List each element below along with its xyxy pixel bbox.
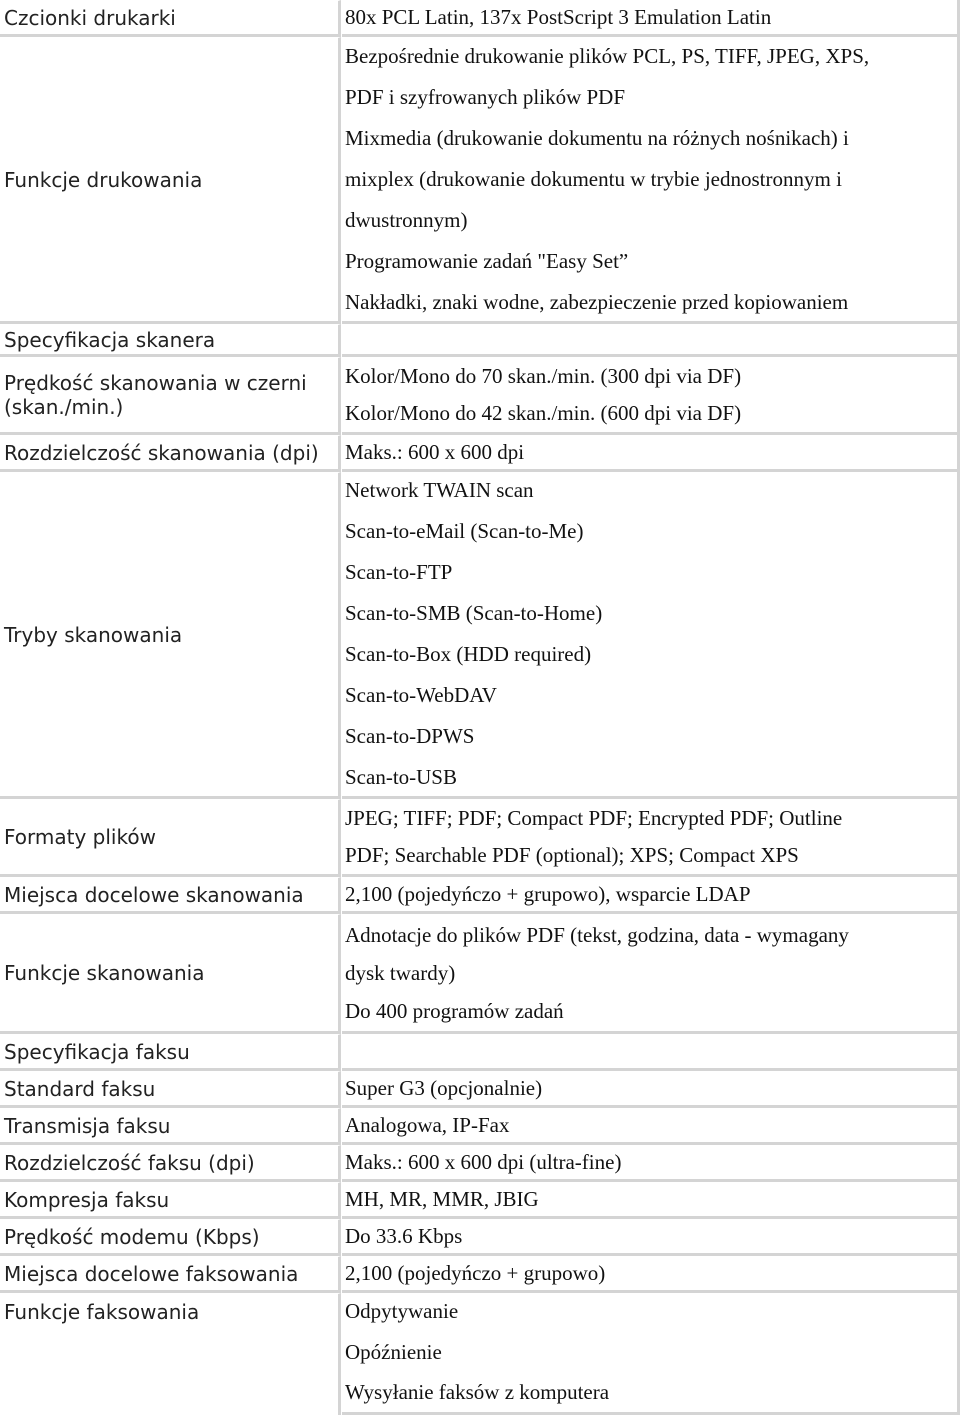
spec-row-scan-speed — [0, 357, 960, 435]
spec-value-line: mixplex (drukowanie dokumentu w trybie jednostronnym i — [345, 166, 842, 191]
spec-value-line: Maks.: 600 x 600 dpi (ultra-fine) — [345, 1149, 622, 1174]
spec-row-scan-modes — [0, 472, 960, 799]
spec-section-fax — [0, 1034, 960, 1071]
spec-value-line: dwustronnym) — [345, 207, 468, 232]
spec-value-line: Network TWAIN scan — [345, 478, 534, 502]
spec-value — [342, 1145, 960, 1182]
spec-value-line: Scan-to-eMail (Scan-to-Me) — [345, 519, 584, 543]
spec-value — [342, 1182, 960, 1219]
spec-row-printer-fonts — [0, 0, 960, 37]
spec-label: Funkcje faksowania — [0, 1293, 341, 1415]
spec-label: Tryby skanowania — [0, 472, 341, 799]
spec-label: Funkcje skanowania — [0, 914, 341, 1034]
spec-value-empty — [342, 1034, 960, 1071]
spec-value-line: Nakładki, znaki wodne, zabezpieczenie przed kopiowaniem — [345, 289, 849, 314]
spec-value — [342, 877, 960, 914]
spec-row-fax-functions — [0, 1293, 960, 1415]
spec-value — [342, 357, 960, 435]
spec-value-empty — [342, 324, 960, 357]
spec-value-line: 2,100 (pojedyńczo + grupowo), wsparcie LDAP — [345, 881, 751, 906]
spec-value-line: Maks.: 600 x 600 dpi — [345, 439, 525, 464]
spec-label: Standard faksu — [0, 1071, 341, 1108]
spec-value — [342, 37, 960, 324]
spec-value-line: Programowanie zadań "Easy Set” — [345, 248, 629, 273]
spec-row-scan-destinations — [0, 877, 960, 914]
spec-value-line: Analogowa, IP-Fax — [345, 1112, 510, 1137]
spec-label: Kompresja faksu — [0, 1182, 341, 1219]
spec-row-fax-resolution — [0, 1145, 960, 1182]
spec-value-line: Do 33.6 Kbps — [345, 1223, 463, 1248]
spec-label: Miejsca docelowe faksowania — [0, 1256, 341, 1293]
spec-value-line: dysk twardy) — [345, 960, 456, 985]
spec-value-line: Kolor/Mono do 70 skan./min. (300 dpi via DF) — [345, 363, 742, 388]
spec-value — [342, 472, 960, 799]
spec-row-scan-functions — [0, 914, 960, 1034]
spec-value-line: Scan-to-DPWS — [345, 724, 475, 748]
section-heading: Specyfikacja skanera — [0, 324, 341, 357]
spec-value-line: Odpytywanie — [345, 1299, 459, 1323]
spec-row-modem-speed — [0, 1219, 960, 1256]
spec-value-line: JPEG; TIFF; PDF; Compact PDF; Encrypted PDF; Outline — [345, 805, 843, 830]
spec-label: Prędkość modemu (Kbps) — [0, 1219, 341, 1256]
spec-value — [342, 1071, 960, 1108]
spec-value-line: Bezpośrednie drukowanie plików PCL, PS, TIFF, JPEG, XPS, — [345, 43, 870, 68]
spec-value-line: MH, MR, MMR, JBIG — [345, 1186, 539, 1211]
spec-value — [342, 0, 960, 37]
spec-row-fax-transmission — [0, 1108, 960, 1145]
spec-value-line: Scan-to-USB — [345, 765, 457, 789]
spec-value — [342, 1108, 960, 1145]
spec-value-line: PDF i szyfrowanych plików PDF — [345, 84, 626, 109]
spec-label: Formaty plików — [0, 799, 341, 877]
spec-value-line: Scan-to-SMB (Scan-to-Home) — [345, 601, 603, 625]
spec-value — [342, 1256, 960, 1293]
spec-label: Rozdzielczość skanowania (dpi) — [0, 435, 341, 472]
spec-value-line: Super G3 (opcjonalnie) — [345, 1075, 543, 1100]
spec-row-scan-resolution — [0, 435, 960, 472]
spec-label: Transmisja faksu — [0, 1108, 341, 1145]
spec-row-print-functions — [0, 37, 960, 324]
section-heading: Specyfikacja faksu — [0, 1034, 341, 1071]
spec-value-line: 2,100 (pojedyńczo + grupowo) — [345, 1260, 606, 1285]
spec-value-line: Wysyłanie faksów z komputera — [345, 1380, 610, 1404]
spec-label: Prędkość skanowania w czerni (skan./min.) — [0, 357, 341, 435]
spec-value-line: Adnotacje do plików PDF (tekst, godzina, data - wymagany — [345, 922, 849, 947]
spec-value-line: 80x PCL Latin, 137x PostScript 3 Emulation Latin — [345, 4, 772, 29]
spec-value-line: Scan-to-Box (HDD required) — [345, 642, 592, 666]
spec-label: Rozdzielczość faksu (dpi) — [0, 1145, 341, 1182]
spec-value — [342, 1219, 960, 1256]
spec-value-line: Scan-to-WebDAV — [345, 683, 497, 707]
spec-value-line: Scan-to-FTP — [345, 560, 453, 584]
spec-value — [342, 435, 960, 472]
spec-label: Funkcje drukowania — [0, 37, 341, 324]
spec-value-line: Mixmedia (drukowanie dokumentu na różnych nośnikach) i — [345, 125, 849, 150]
spec-row-fax-destinations — [0, 1256, 960, 1293]
spec-label: Miejsca docelowe skanowania — [0, 877, 341, 914]
spec-row-fax-compression — [0, 1182, 960, 1219]
spec-value-line: Opóźnienie — [345, 1340, 442, 1364]
spec-value-line: Do 400 programów zadań — [345, 998, 564, 1023]
spec-value-line: PDF; Searchable PDF (optional); XPS; Compact XPS — [345, 842, 799, 867]
spec-value-line: Kolor/Mono do 42 skan./min. (600 dpi via DF) — [345, 400, 742, 425]
spec-section-scanner — [0, 324, 960, 357]
spec-value — [342, 799, 960, 877]
spec-value — [342, 914, 960, 1034]
spec-row-file-formats — [0, 799, 960, 877]
spec-row-fax-standard — [0, 1071, 960, 1108]
spec-value — [342, 1293, 960, 1415]
spec-label: Czcionki drukarki — [0, 0, 341, 37]
